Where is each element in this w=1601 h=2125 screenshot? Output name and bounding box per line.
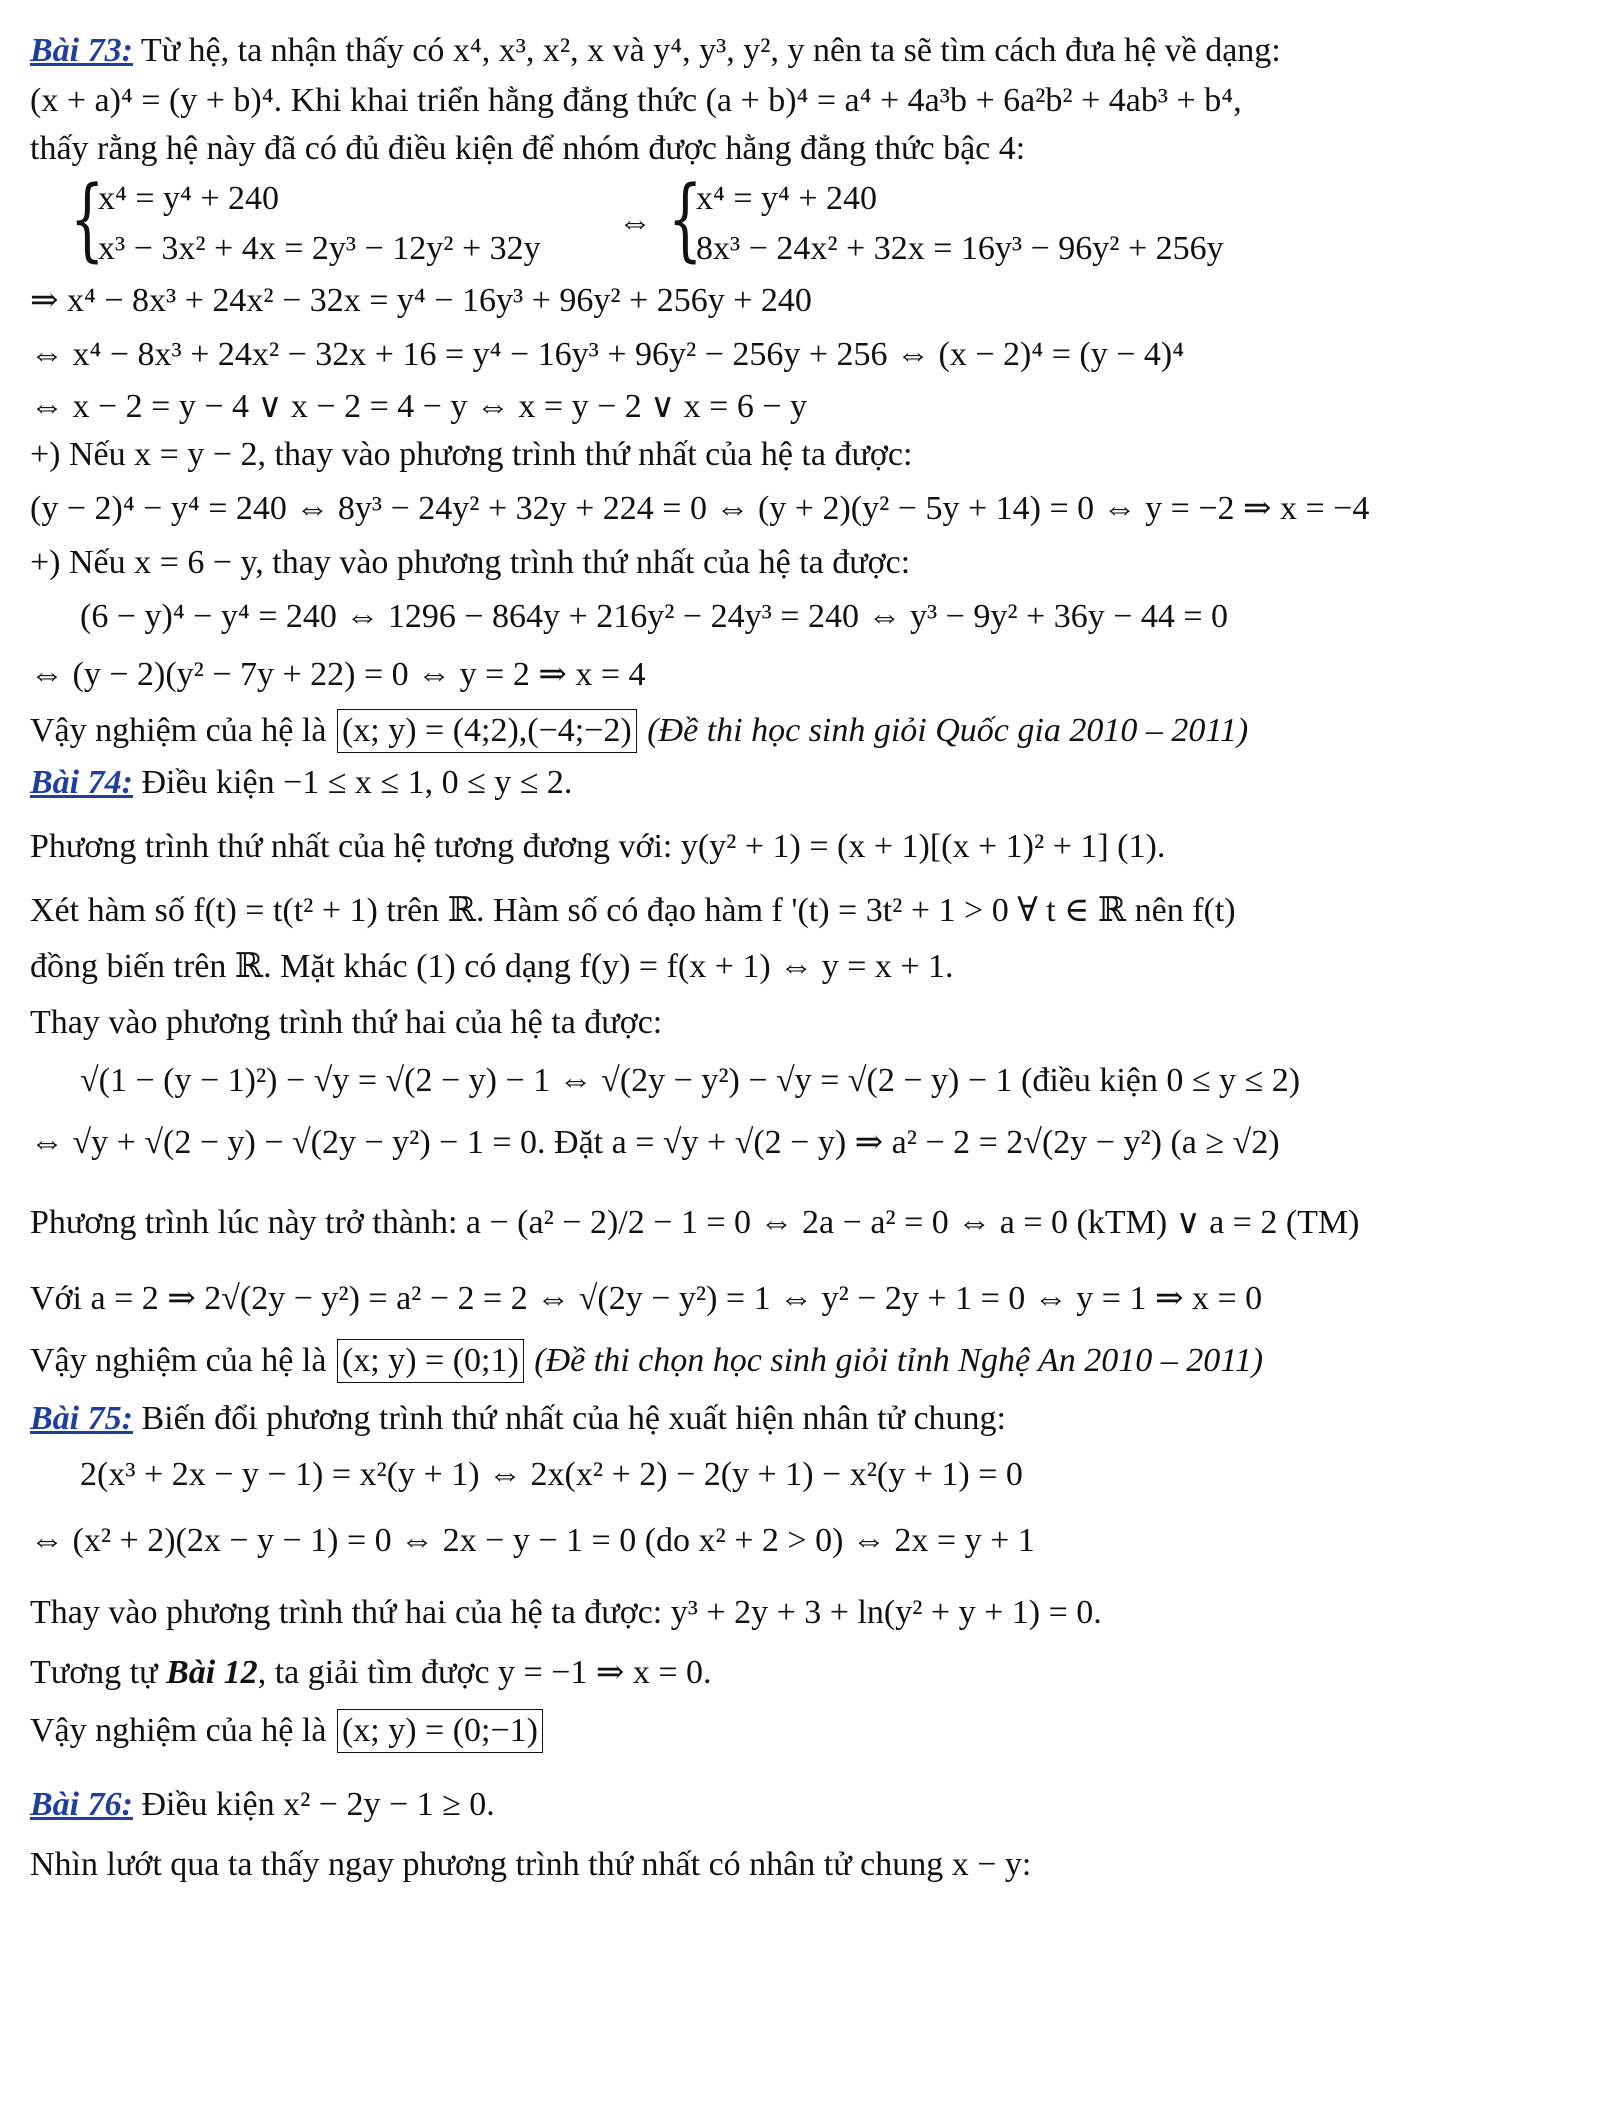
b74-line-4: đồng biến trên ℝ. Mặt khác (1) có dạng f(y) = f(x + 1) ⇔ y = x + 1. — [30, 948, 954, 985]
b76-line-1 — [30, 1782, 1575, 1828]
b75-line-1 — [30, 1396, 1575, 1442]
b74-line-1 — [30, 760, 1575, 806]
b75-text-5a: Tương tự — [30, 1654, 167, 1691]
b73-source: (Đề thi học sinh giỏi Quốc gia 2010 – 2011) — [638, 712, 1249, 749]
b73-answer-box: (x; y) = (4;2),(−4;−2) — [337, 709, 637, 753]
b75-text-5b: , ta giải tìm được y = −1 ⇒ x = 0. — [257, 1654, 712, 1691]
b73-sys-left-1: x⁴ = y⁴ + 240 — [98, 180, 280, 217]
b74-line-3: Xét hàm số f(t) = t(t² + 1) trên ℝ. Hàm số có đạo hàm f '(t) = 3t² + 1 > 0 ∀ t ∈ ℝ nên f(t) — [30, 892, 1236, 929]
b73-conclusion — [30, 708, 1575, 754]
b75-line-4: Thay vào phương trình thứ hai của hệ ta được: y³ + 2y + 3 + ln(y² + y + 1) = 0. — [30, 1594, 1102, 1631]
b76-line-2: Nhìn lướt qua ta thấy ngay phương trình thứ nhất có nhân tử chung x − y: — [30, 1846, 1032, 1883]
b73-line-8: (y − 2)⁴ − y⁴ = 240 ⇔ 8y³ − 24y² + 32y + 224 = 0 ⇔ (y + 2)(y² − 5y + 14) = 0 ⇔ y = −2 ⇒ x = −4 — [30, 490, 1370, 527]
b76-heading: Bài 76: — [30, 1786, 133, 1823]
b75-conclusion — [30, 1708, 1575, 1754]
b73-heading: Bài 73: — [30, 32, 133, 69]
b75-conclusion-prefix: Vậy nghiệm của hệ là — [30, 1712, 335, 1749]
b74-conclusion — [30, 1338, 1575, 1384]
b74-line-8: Phương trình lúc này trở thành: a − (a² − 2)/2 − 1 = 0 ⇔ 2a − a² = 0 ⇔ a = 0 (kTM) ∨ a = 2 (TM) — [30, 1204, 1360, 1241]
b73-equiv: ⇔ — [618, 204, 652, 241]
b73-line-1 — [30, 28, 1575, 74]
b73-line-9: +) Nếu x = 6 − y, thay vào phương trình thứ nhất của hệ ta được: — [30, 544, 911, 581]
b75-heading: Bài 75: — [30, 1400, 133, 1437]
b73-line-10: (6 − y)⁴ − y⁴ = 240 ⇔ 1296 − 864y + 216y² − 24y³ = 240 ⇔ y³ − 9y² + 36y − 44 = 0 — [80, 598, 1229, 635]
b74-line-9: Với a = 2 ⇒ 2√(2y − y²) = a² − 2 = 2 ⇔ √(2y − y²) = 1 ⇔ y² − 2y + 1 = 0 ⇔ y = 1 ⇒ x = 0 — [30, 1280, 1263, 1317]
b73-sys-left-2: x³ − 3x² + 4x = 2y³ − 12y² + 32y — [98, 230, 541, 267]
b73-line-7: +) Nếu x = y − 2, thay vào phương trình thứ nhất của hệ ta được: — [30, 436, 913, 473]
b74-conclusion-prefix: Vậy nghiệm của hệ là — [30, 1342, 335, 1379]
b74-text-1: Điều kiện −1 ≤ x ≤ 1, 0 ≤ y ≤ 2. — [132, 764, 573, 801]
b73-line-5: ⇔ x⁴ − 8x³ + 24x² − 32x + 16 = y⁴ − 16y³ + 96y² − 256y + 256 ⇔ (x − 2)⁴ = (y − 4)⁴ — [30, 336, 1185, 373]
b75-line-3: ⇔ (x² + 2)(2x − y − 1) = 0 ⇔ 2x − y − 1 = 0 (do x² + 2 > 0) ⇔ 2x = y + 1 — [30, 1522, 1035, 1559]
b74-line-6: √(1 − (y − 1)²) − √y = √(2 − y) − 1 ⇔ √(2y − y²) − √y = √(2 − y) − 1 (điều kiện 0 ≤ y ≤ 2) — [80, 1062, 1301, 1099]
b73-sys-right-1: x⁴ = y⁴ + 240 — [696, 180, 878, 217]
b75-reference: Bài 12 — [166, 1654, 258, 1691]
b73-line-4: ⇒ x⁴ − 8x³ + 24x² − 32x = y⁴ − 16y³ + 96y² + 256y + 240 — [30, 282, 812, 319]
b75-answer-box: (x; y) = (0;−1) — [337, 1709, 543, 1753]
b74-answer-box: (x; y) = (0;1) — [337, 1339, 524, 1383]
b73-line-3: thấy rằng hệ này đã có đủ điều kiện để nhóm được hằng đẳng thức bậc 4: — [30, 130, 1026, 167]
b73-line-11: ⇔ (y − 2)(y² − 7y + 22) = 0 ⇔ y = 2 ⇒ x = 4 — [30, 656, 646, 693]
b74-line-2: Phương trình thứ nhất của hệ tương đương với: y(y² + 1) = (x + 1)[(x + 1)² + 1] (1). — [30, 828, 1166, 865]
b73-line-6: ⇔ x − 2 = y − 4 ∨ x − 2 = 4 − y ⇔ x = y − 2 ∨ x = 6 − y — [30, 388, 808, 425]
b73-left-brace: { — [70, 167, 105, 272]
b73-conclusion-prefix: Vậy nghiệm của hệ là — [30, 712, 335, 749]
b73-right-brace: { — [668, 167, 703, 272]
b75-line-2: 2(x³ + 2x − y − 1) = x²(y + 1) ⇔ 2x(x² + 2) − 2(y + 1) − x²(y + 1) = 0 — [80, 1456, 1023, 1493]
b74-source: (Đề thi chọn học sinh giỏi tỉnh Nghệ An 2010 – 2011) — [525, 1342, 1264, 1379]
b74-line-5: Thay vào phương trình thứ hai của hệ ta được: — [30, 1004, 663, 1041]
b74-heading: Bài 74: — [30, 764, 133, 801]
b76-text-1: Điều kiện x² − 2y − 1 ≥ 0. — [132, 1786, 495, 1823]
b74-line-7: ⇔ √y + √(2 − y) − √(2y − y²) − 1 = 0. Đặt a = √y + √(2 − y) ⇒ a² − 2 = 2√(2y − y²) (a ≥ √2) — [30, 1124, 1280, 1161]
b73-sys-right-2: 8x³ − 24x² + 32x = 16y³ − 96y² + 256y — [696, 230, 1224, 267]
b73-line-2: (x + a)⁴ = (y + b)⁴. Khi khai triển hằng đẳng thức (a + b)⁴ = a⁴ + 4a³b + 6a²b² + 4ab³ + b⁴, — [30, 82, 1242, 119]
b73-text-1: Từ hệ, ta nhận thấy có x⁴, x³, x², x và y⁴, y³, y², y nên ta sẽ tìm cách đưa hệ về dạng: — [132, 32, 1281, 69]
b75-line-5 — [30, 1650, 1575, 1696]
b75-text-1: Biến đổi phương trình thứ nhất của hệ xuất hiện nhân tử chung: — [132, 1400, 1006, 1437]
